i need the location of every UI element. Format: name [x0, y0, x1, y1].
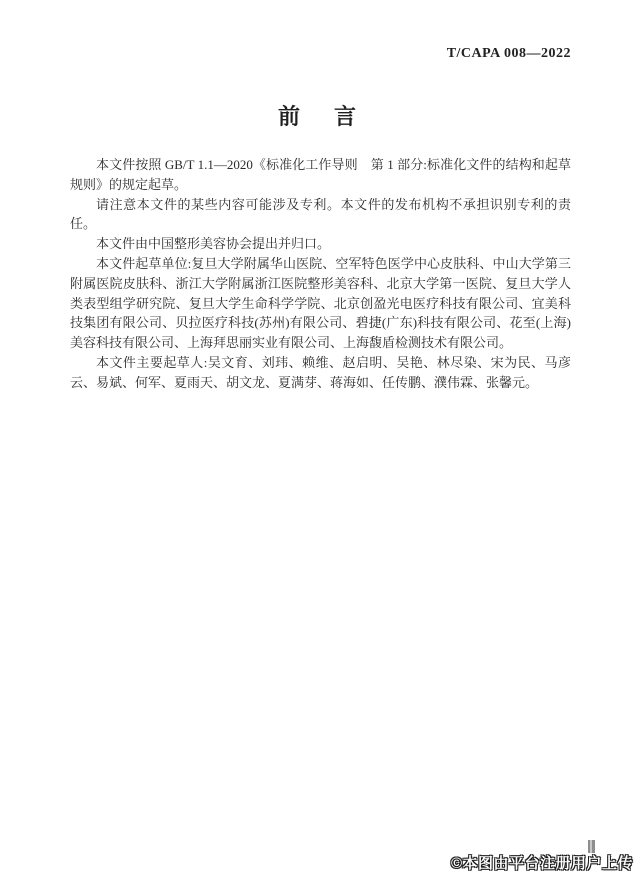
standard-number: T/CAPA 008—2022 [446, 46, 571, 61]
paragraph-proposing-body: 本文件由中国整形美容协会提出并归口。 [96, 236, 331, 252]
upload-watermark: ©本图由平台注册用户上传 [450, 855, 633, 872]
paragraph-basis: 本文件按照 GB/T 1.1—2020《标准化工作导则 第 1 部分:标准化文件的结构和起草规则》的规定起草。 [70, 157, 571, 192]
paragraph-drafters: 本文件主要起草人:吴文育、刘玮、赖维、赵启明、吴艳、林尽染、宋为民、马彦云、易斌、何军、夏雨天、胡文龙、夏满芽、蒋海如、任传鹏、濮伟霖、张馨元。 [70, 354, 571, 390]
foreword-body [70, 155, 571, 393]
paragraph-drafting-organizations: 本文件起草单位:复旦大学附属华山医院、空军特色医学中心皮肤科、中山大学第三附属医院皮肤科、浙江大学附属浙江医院整形美容科、北京大学第一医院、复旦大学人类表型组学研究院、复旦大学生命科学学院、北京创盈光电医疗科技有限公司、宜美科技集团有限公司、贝拉医疗科技(苏州)有限公司、碧捷(广东)科技有限公司、花至(上海)美容科技有限公司、上海拜思丽实业有限公司、上海馥盾检测技术有限公司。 [70, 255, 571, 351]
page-title: 前 言 [277, 104, 362, 129]
paragraph-patent-notice: 请注意本文件的某些内容可能涉及专利。本文件的发布机构不承担识别专利的责任。 [70, 196, 571, 232]
